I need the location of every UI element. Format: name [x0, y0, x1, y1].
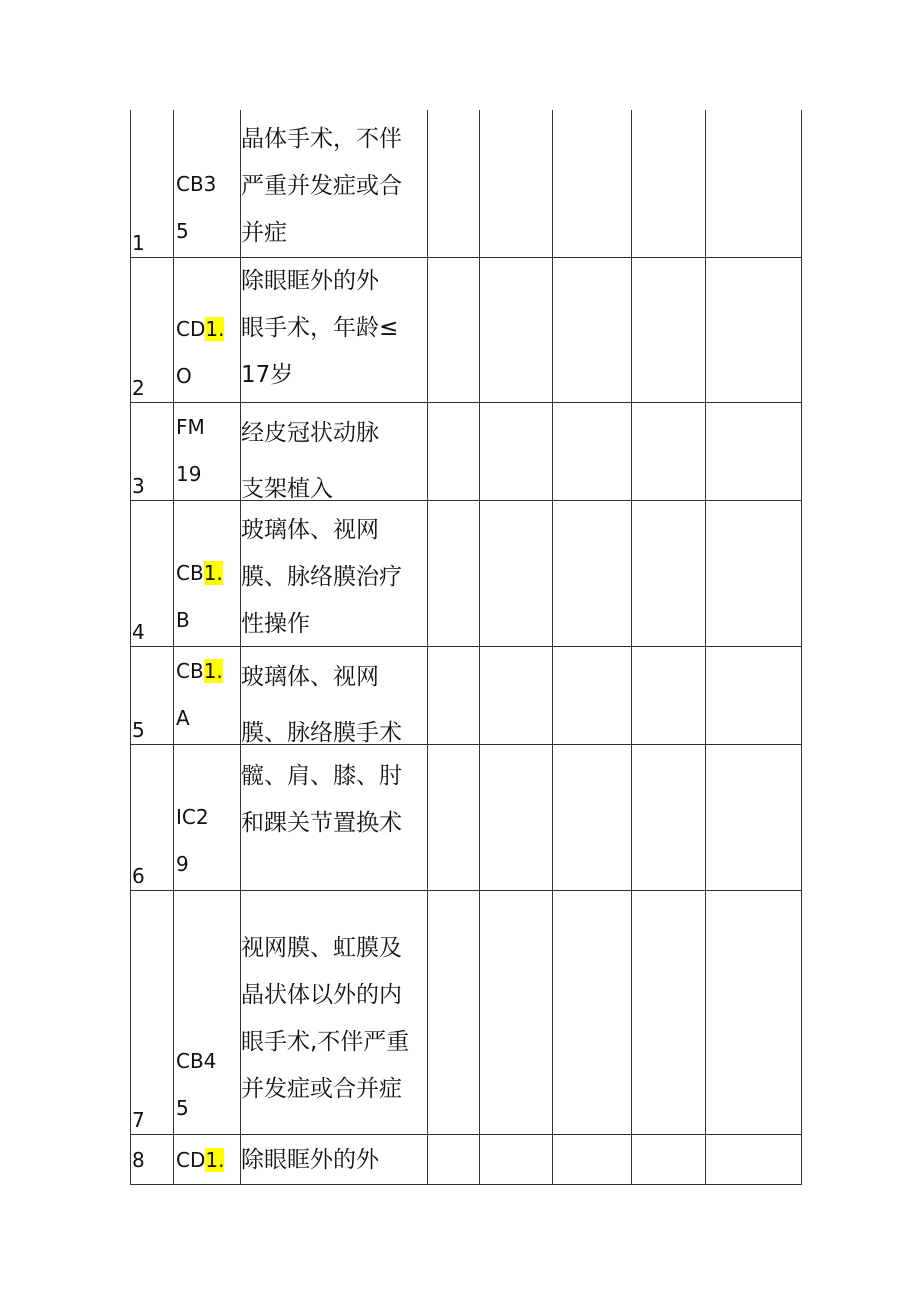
code-line: CD: [176, 317, 206, 341]
table-row: [130, 403, 802, 501]
description-line: 玻璃体、视网: [241, 664, 379, 690]
table-row: [130, 891, 802, 1135]
row-number: 8: [132, 1148, 145, 1172]
row-number-cell: [132, 403, 172, 500]
code-line: A: [176, 706, 190, 730]
code-cell: [176, 110, 238, 257]
row-number-cell: [132, 258, 172, 402]
code-text: [176, 648, 223, 742]
description-line: 并症: [241, 220, 287, 246]
description-cell: [241, 110, 427, 257]
description-line: 性操作: [241, 611, 310, 637]
row-number: 5: [132, 718, 145, 742]
row-number: 1: [132, 231, 145, 255]
row-number: 2: [132, 376, 145, 400]
table-row: [130, 647, 802, 745]
description-cell: [241, 403, 427, 500]
description-line: 髋、肩、膝、肘: [241, 763, 402, 789]
description-line: 严重并发症或合: [241, 173, 402, 199]
code-cell: [176, 501, 238, 646]
code-line: CB: [176, 561, 204, 585]
table-row: [130, 745, 802, 891]
code-cell: [176, 745, 238, 890]
code-text: [176, 550, 223, 644]
description-line: 晶体手术，不伴: [241, 126, 402, 152]
code-line: CB: [176, 659, 204, 683]
code-text: [176, 161, 216, 255]
code-line: IC2: [176, 805, 209, 829]
description-line: 并发症或合并症: [241, 1076, 402, 1102]
description-line: 玻璃体、视网: [241, 517, 379, 543]
code-line: 5: [176, 1096, 189, 1120]
description-text: [241, 258, 398, 399]
code-cell: [176, 403, 238, 500]
table-row: [130, 258, 802, 403]
description-text: [241, 753, 402, 847]
description-text: [241, 116, 402, 257]
description-cell: [241, 745, 427, 890]
description-cell: [241, 1135, 427, 1184]
highlighted-code: 1.: [203, 561, 223, 585]
table-row: [130, 110, 802, 258]
row-number: 6: [132, 864, 145, 888]
code-text: [176, 404, 205, 498]
row-number: 7: [132, 1108, 145, 1132]
description-text: [241, 507, 402, 648]
row-number-cell: [132, 501, 172, 646]
code-line: CB4: [176, 1049, 217, 1073]
code-line: 5: [176, 219, 189, 243]
code-cell: [176, 1135, 238, 1184]
code-line: FM: [176, 415, 205, 439]
highlighted-code: 1.: [205, 1148, 225, 1172]
row-number-cell: [132, 891, 172, 1134]
code-text: [176, 1038, 216, 1132]
description-line: 支架植入: [241, 476, 333, 502]
code-line: CB3: [176, 172, 217, 196]
description-line: 经皮冠状动脉: [241, 420, 379, 446]
code-text: [176, 306, 224, 400]
description-line: 和踝关节置换术: [241, 810, 402, 836]
row-number: 3: [132, 474, 145, 498]
description-cell: [241, 258, 427, 402]
code-line: B: [176, 608, 190, 632]
description-line: 膜、脉络膜手术: [241, 720, 402, 746]
description-text: [241, 925, 409, 1113]
description-cell: [241, 501, 427, 646]
description-line: 视网膜、虹膜及: [241, 935, 402, 961]
description-text: [241, 1137, 379, 1184]
code-cell: [176, 647, 238, 744]
description-cell: [241, 891, 427, 1134]
description-line: 眼手术，年龄≤: [241, 315, 399, 341]
code-text: [176, 794, 209, 888]
code-line: 9: [176, 852, 189, 876]
highlighted-code: 1.: [205, 317, 225, 341]
table-row: [130, 1135, 802, 1185]
code-line: 19: [176, 462, 202, 486]
code-line: O: [176, 364, 192, 388]
description-line: 膜、脉络膜治疗: [241, 564, 402, 590]
description-line: 晶状体以外的内: [241, 982, 402, 1008]
row-number: 4: [132, 620, 145, 644]
row-number-cell: [132, 1135, 172, 1184]
description-line: 17岁: [241, 362, 294, 388]
row-number-cell: [132, 110, 172, 257]
code-cell: [176, 258, 238, 402]
row-number-cell: [132, 745, 172, 890]
row-number-cell: [132, 647, 172, 744]
description-line: 眼手术,不伴严重: [241, 1029, 410, 1055]
highlighted-code: 1.: [203, 659, 223, 683]
code-text: [176, 1137, 224, 1184]
table-row: [130, 501, 802, 647]
code-cell: [176, 891, 238, 1134]
description-line: 除眼眶外的外: [241, 268, 379, 294]
code-line: CD: [176, 1148, 206, 1172]
description-cell: [241, 647, 427, 744]
description-line: 除眼眶外的外: [241, 1147, 379, 1173]
